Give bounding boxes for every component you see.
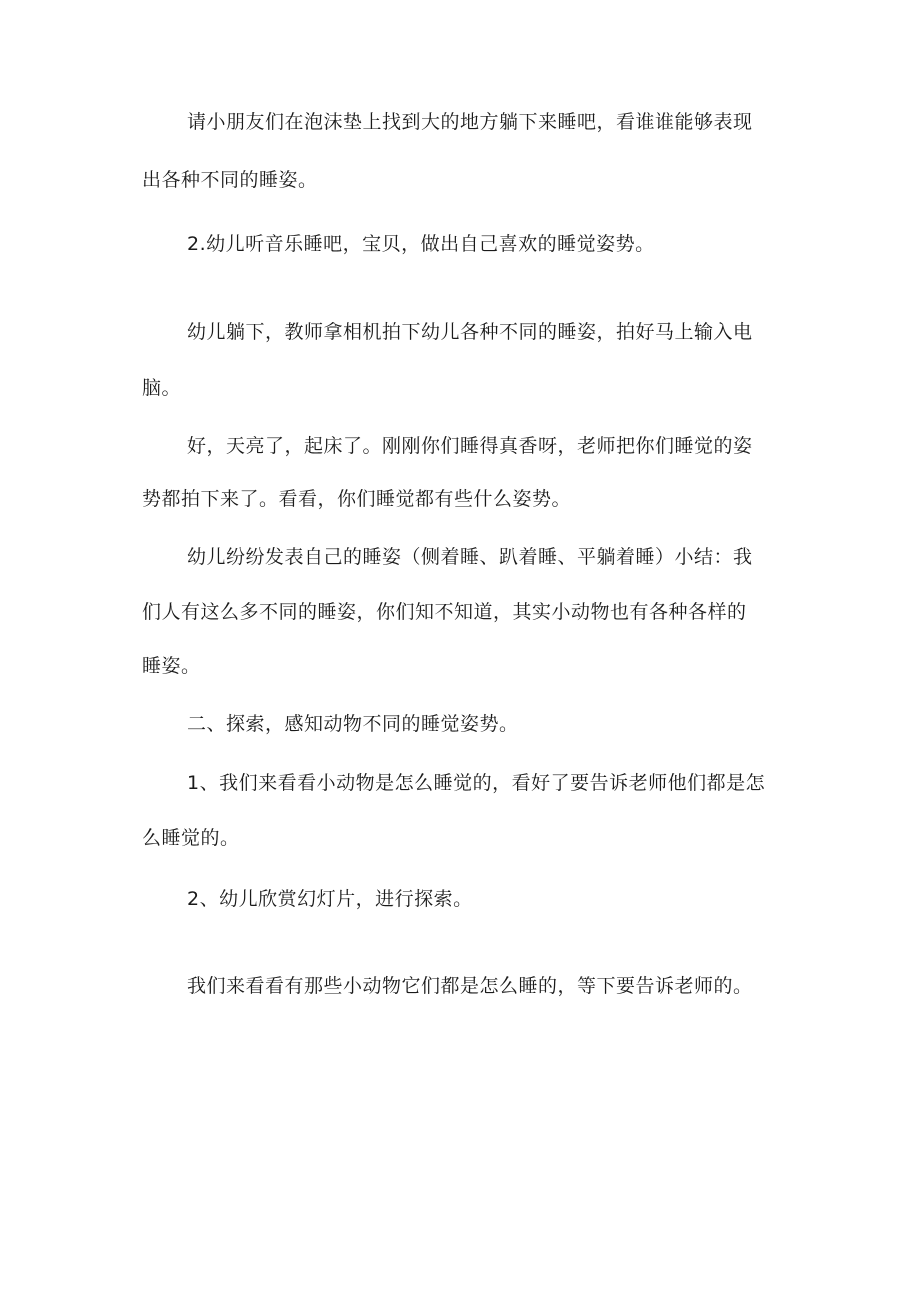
paragraph-2-line-1: 2.幼儿听音乐睡吧，宝贝，做出自己喜欢的睡觉姿势。 [187, 233, 655, 255]
paragraph-5-line-2: 们人有这么多不同的睡姿，你们知不知道，其实小动物也有各种各样的 [142, 601, 747, 623]
paragraph-1-line-1: 请小朋友们在泡沫垫上找到大的地方躺下来睡吧，看谁谁能够表现 [187, 111, 753, 133]
paragraph-4-line-2: 势都拍下来了。看看，你们睡觉都有些什么姿势。 [142, 488, 572, 510]
paragraph-3-line-2: 脑。 [142, 377, 182, 399]
paragraph-5-line-3: 睡姿。 [142, 655, 201, 677]
paragraph-4-line-1: 好，天亮了，起床了。刚刚你们睡得真香呀，老师把你们睡觉的姿 [187, 435, 753, 457]
paragraph-8-line-1: 2、幼儿欣赏幻灯片，进行探索。 [187, 888, 473, 910]
paragraph-5-line-1: 幼儿纷纷发表自己的睡姿（侧着睡、趴着睡、平躺着睡）小结：我 [187, 546, 753, 568]
paragraph-7-line-1: 1、我们来看看小动物是怎么睡觉的，看好了要告诉老师他们都是怎 [187, 772, 766, 794]
paragraph-7-line-2: 么睡觉的。 [142, 827, 240, 849]
paragraph-1-line-2: 出各种不同的睡姿。 [142, 169, 318, 191]
paragraph-3-line-1: 幼儿躺下，教师拿相机拍下幼儿各种不同的睡姿，拍好马上输入电 [187, 321, 753, 343]
paragraph-9-line-1: 我们来看看有那些小动物它们都是怎么睡的，等下要告诉老师的。 [187, 975, 753, 997]
paragraph-6-line-1: 二、探索，感知动物不同的睡觉姿势。 [187, 713, 519, 735]
